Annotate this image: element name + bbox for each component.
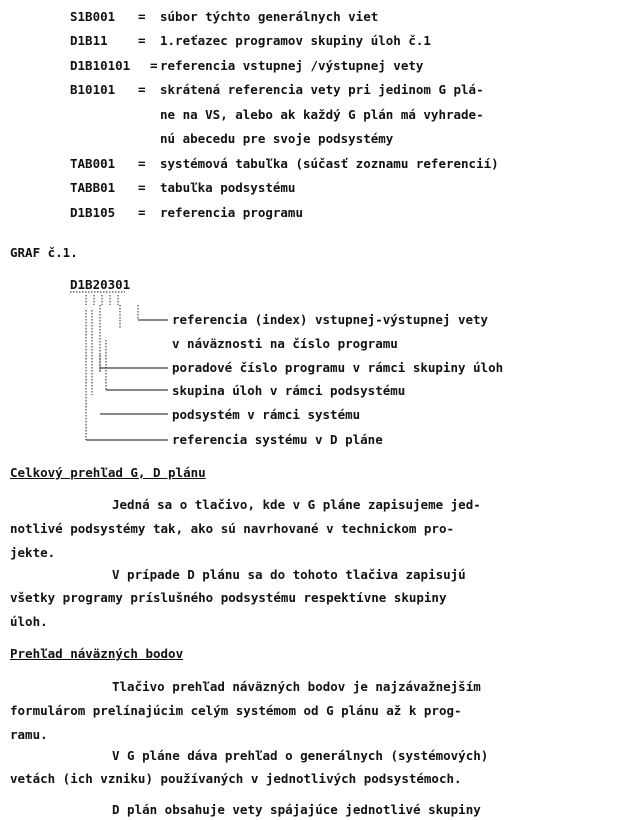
def-2-text: 1.reťazec programov skupiny úloh č.1 (160, 33, 431, 48)
section-1-line-3: jekte. (10, 545, 56, 560)
section-1-line-4: V prípade D plánu sa do tohoto tlačiva zapisujú (112, 567, 466, 582)
def-4-text-2: ne na VS, alebo ak každý G plán má vyhrade- (160, 107, 484, 122)
def-6-sep: = (138, 180, 146, 195)
section-heading-celkovy: Celkový prehľad G, D plánu (10, 465, 206, 480)
def-1-code: S1B001 (70, 9, 116, 24)
def-5-code: TAB001 (70, 156, 116, 171)
def-4-sep: = (138, 82, 146, 97)
def-4-text-1: skrátená referencia vety pri jedinom G plá- (160, 82, 484, 97)
def-7-sep: = (138, 205, 146, 220)
def-1-text: súbor týchto generálnych viet (160, 9, 379, 24)
def-2-sep: = (138, 33, 146, 48)
section-2-line-1: Tlačivo prehľad náväzných bodov je najzávažnejším (112, 679, 481, 694)
def-3-sep: = (150, 58, 158, 73)
section-2-line-5: vetách (ich vzniku) používaných v jednotlivých podsystémoch. (10, 771, 462, 786)
def-4-text-3: nú abecedu pre svoje podsystémy (160, 131, 394, 146)
graf-label-5: podsystém v rámci systému (172, 407, 361, 422)
def-5-text: systémová tabuľka (súčasť zoznamu referencií) (160, 156, 499, 171)
def-6-code: TABB01 (70, 180, 116, 195)
graf-label-4: skupina úloh v rámci podsystému (172, 383, 406, 398)
section-1-line-5: všetky programy príslušného podsystému respektívne skupiny (10, 590, 447, 605)
def-7-text: referencia programu (160, 205, 303, 220)
graf-label-3: poradové číslo programu v rámci skupiny úloh (172, 360, 504, 375)
section-2-line-6: D plán obsahuje vety spájajúce jednotlivé skupiny (112, 802, 481, 817)
section-1-line-1: Jedná sa o tlačivo, kde v G pláne zapisujeme jed- (112, 497, 481, 512)
section-heading-prehlad-navaznych-bodov: Prehľad náväzných bodov (10, 646, 184, 661)
section-2-line-2: formulárom prelínajúcim celým systémom od G plánu až k prog- (10, 703, 462, 718)
section-2-line-3: ramu. (10, 727, 48, 742)
def-7-code: D1B105 (70, 205, 116, 220)
graf-label-1: referencia (index) vstupnej-výstupnej vety (172, 312, 489, 327)
graf-title: GRAF č.1. (10, 245, 78, 260)
def-1-sep: = (138, 9, 146, 24)
def-3-text: referencia vstupnej /výstupnej vety (160, 58, 424, 73)
def-4-code: B10101 (70, 82, 116, 97)
graf-code: D1B20301 (70, 277, 131, 292)
def-6-text: tabuľka podsystému (160, 180, 296, 195)
def-5-sep: = (138, 156, 146, 171)
def-2-code: D1B11 (70, 33, 108, 48)
def-3-code: D1B10101 (70, 58, 131, 73)
section-1-line-6: úloh. (10, 614, 48, 629)
section-1-line-2: notlivé podsystémy tak, ako sú navrhované v technickom pro- (10, 521, 455, 536)
graf-label-2: v náväznosti na číslo programu (172, 336, 398, 351)
section-2-line-4: V G pláne dáva prehľad o generálnych (systémových) (112, 748, 489, 763)
graf-label-6: referencia systému v D pláne (172, 432, 383, 447)
